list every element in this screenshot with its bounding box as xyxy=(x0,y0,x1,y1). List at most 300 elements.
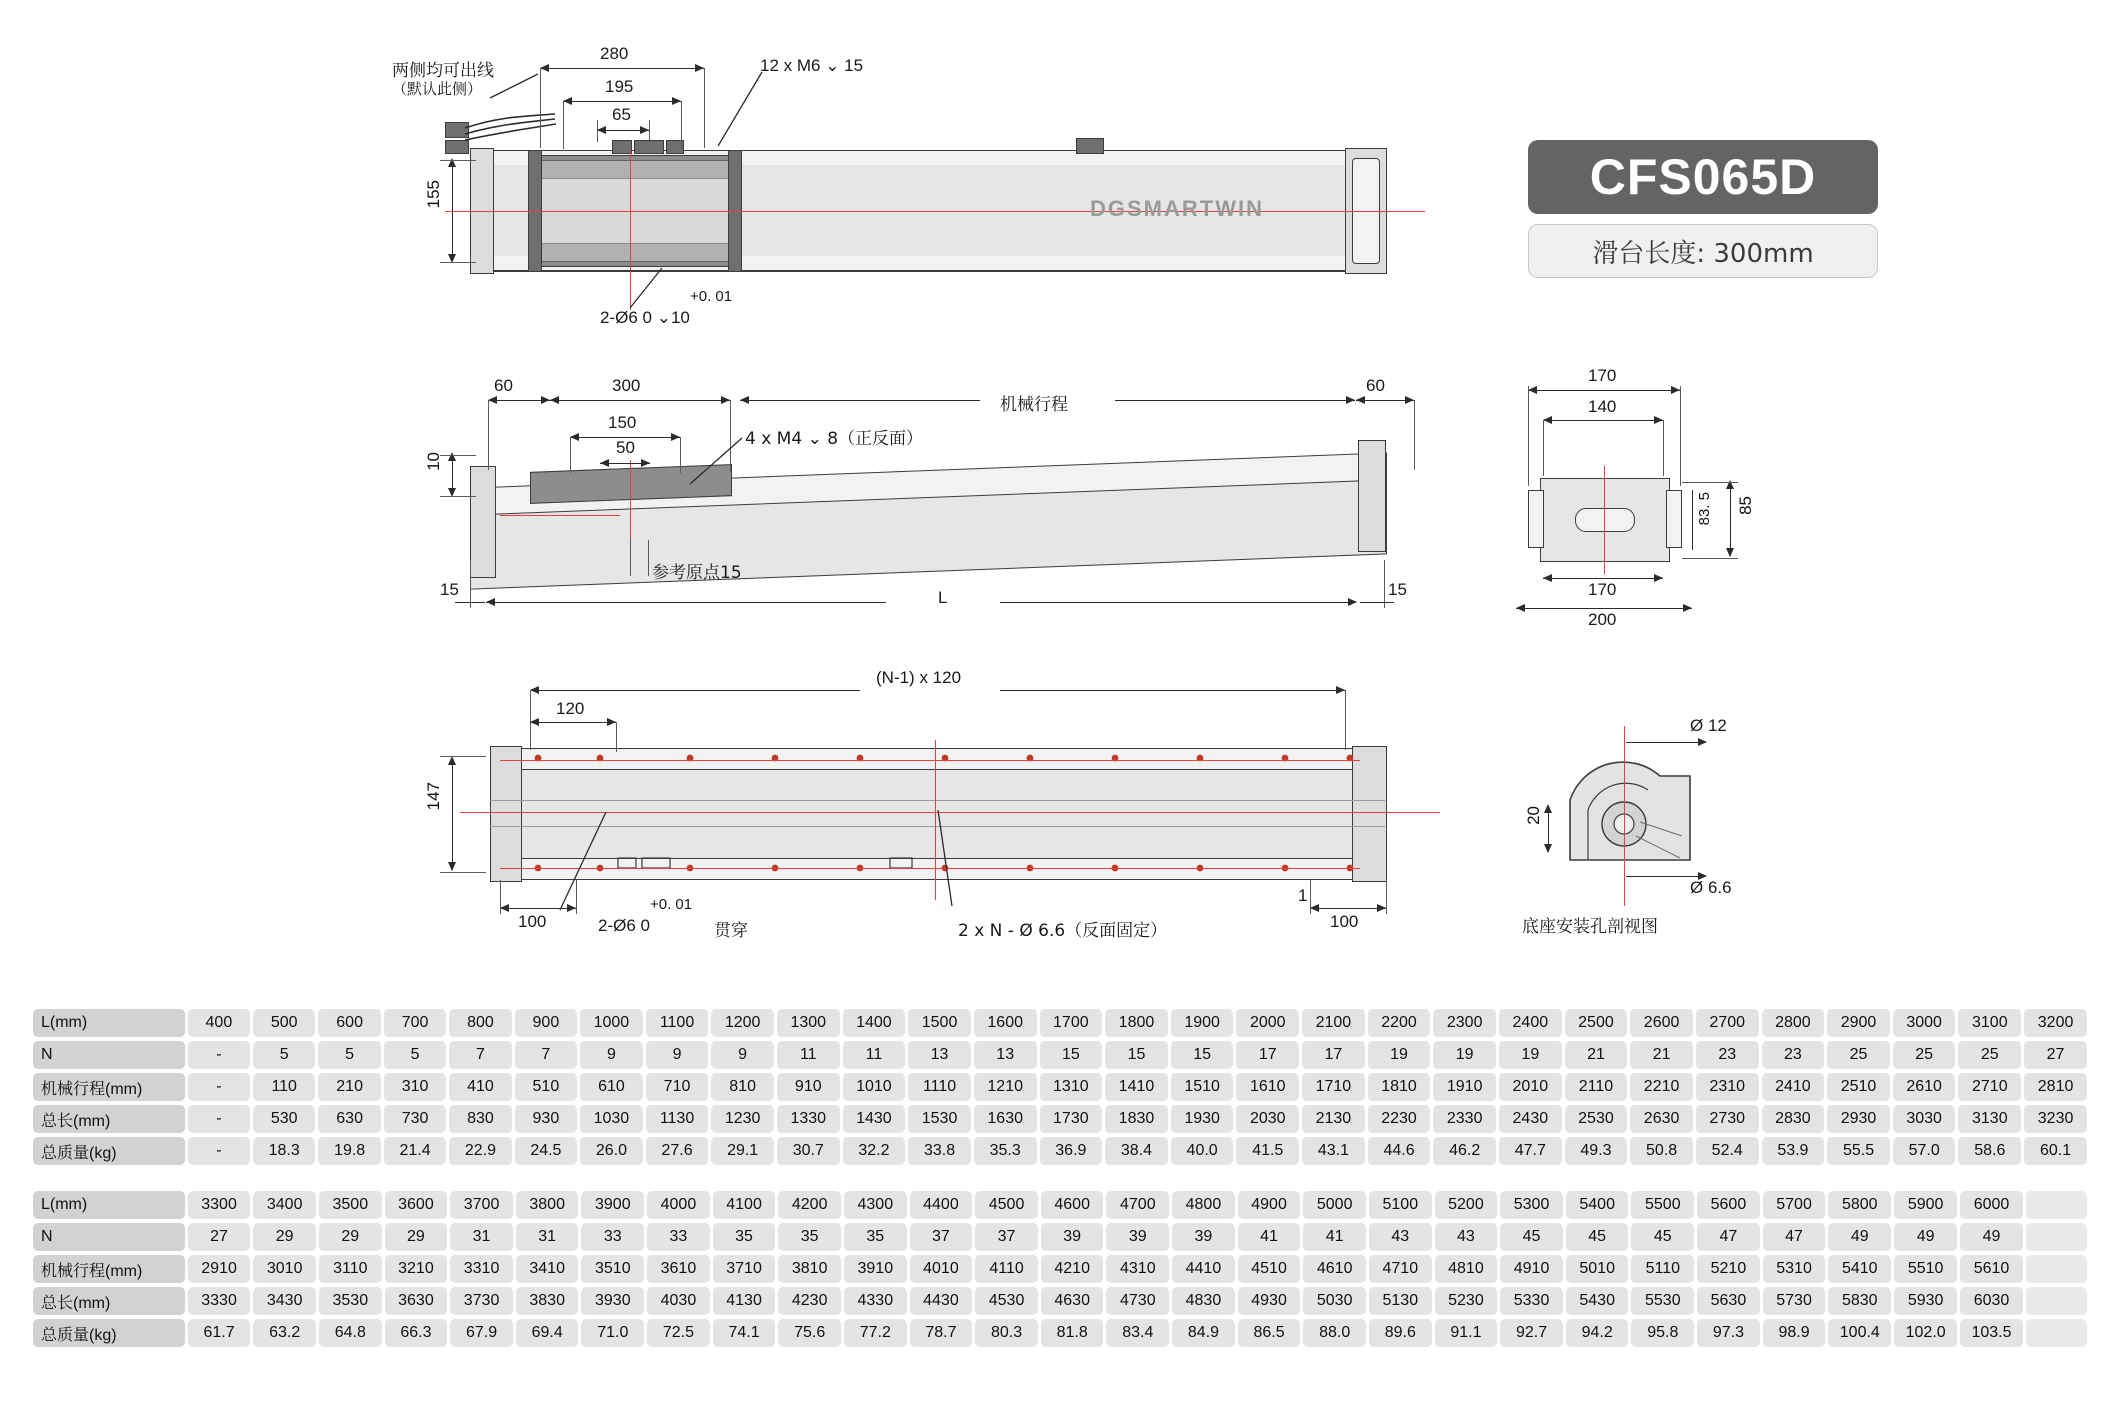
dim-50: 50 xyxy=(616,438,635,457)
table-cell: 23 xyxy=(1762,1041,1825,1069)
table-cell: 2130 xyxy=(1302,1105,1365,1133)
table-cell: 3800 xyxy=(516,1191,579,1219)
table-cell: 1830 xyxy=(1105,1105,1168,1133)
table-cell: 21 xyxy=(1565,1041,1628,1069)
table-cell: 22.9 xyxy=(449,1137,511,1165)
slider-length-label: 滑台长度: 300mm xyxy=(1592,238,1814,269)
dim-280: 280 xyxy=(600,44,629,63)
dim-170-top: 170 xyxy=(1588,366,1617,385)
table-cell: 2310 xyxy=(1696,1073,1759,1101)
table-cell: 3910 xyxy=(844,1255,907,1283)
table-cell: 7 xyxy=(515,1041,577,1069)
table-cell: 4900 xyxy=(1238,1191,1301,1219)
table-cell: 5210 xyxy=(1697,1255,1760,1283)
table-row xyxy=(33,1319,2087,1347)
table-cell: 31 xyxy=(450,1223,513,1251)
table-cell: 1810 xyxy=(1368,1073,1431,1101)
hole-callout: 2 x N - Ø 6.6（反面固定） xyxy=(958,921,1168,941)
dim-100-right: 100 xyxy=(1330,912,1359,931)
table-cell xyxy=(2026,1223,2087,1251)
table-cell: 3600 xyxy=(385,1191,448,1219)
table-row-label: 机械行程(mm) xyxy=(33,1073,185,1101)
table-cell: 1710 xyxy=(1302,1073,1365,1101)
table-cell: 60.1 xyxy=(2024,1137,2087,1165)
table-row-label: 总质量(kg) xyxy=(33,1137,185,1165)
table-cell: 50.8 xyxy=(1630,1137,1693,1165)
table-cell xyxy=(2026,1319,2087,1347)
table-cell: 5630 xyxy=(1697,1287,1760,1315)
cable-leader xyxy=(460,72,540,132)
table-cell: 43 xyxy=(1369,1223,1432,1251)
table-cell: 5500 xyxy=(1631,1191,1694,1219)
table-cell: 410 xyxy=(449,1073,511,1101)
through-label: 贯穿 xyxy=(714,921,748,941)
table-cell: 2430 xyxy=(1499,1105,1562,1133)
table-cell: 15 xyxy=(1040,1041,1103,1069)
pin-tol-top: +0. 01 xyxy=(690,288,733,305)
table-cell: 94.2 xyxy=(1566,1319,1629,1347)
table-cell: 86.5 xyxy=(1238,1319,1301,1347)
table-cell: 2900 xyxy=(1827,1009,1890,1037)
table-cell: 900 xyxy=(515,1009,577,1037)
cable-exit-note2: （默认此侧） xyxy=(392,80,483,98)
spec-table-2 xyxy=(30,1187,2090,1351)
table-cell: 910 xyxy=(777,1073,840,1101)
table-cell: 1630 xyxy=(974,1105,1037,1133)
table-cell: 4100 xyxy=(713,1191,776,1219)
model-badge xyxy=(1528,140,1878,278)
table-cell: 75.6 xyxy=(778,1319,841,1347)
table-row xyxy=(33,1137,2087,1165)
table-cell: 400 xyxy=(188,1009,250,1037)
table-cell: 1430 xyxy=(843,1105,906,1133)
table-cell: 4200 xyxy=(778,1191,841,1219)
table-cell: 23 xyxy=(1696,1041,1759,1069)
table-cell: 27 xyxy=(188,1223,251,1251)
stroke-label: 机械行程 xyxy=(1000,395,1068,415)
table-cell: 1330 xyxy=(777,1105,840,1133)
table-cell: 510 xyxy=(515,1073,577,1101)
table-cell: 4930 xyxy=(1238,1287,1301,1315)
table-cell: 47 xyxy=(1697,1223,1760,1251)
table-cell: 3430 xyxy=(253,1287,316,1315)
table-cell: 3330 xyxy=(188,1287,251,1315)
watermark: DGSMARTWIN xyxy=(1090,196,1264,221)
pin-callout-bottomview: 2-Ø6 0 xyxy=(598,916,650,935)
table-cell: 44.6 xyxy=(1368,1137,1431,1165)
table-cell: 64.8 xyxy=(319,1319,382,1347)
table-cell: 3810 xyxy=(778,1255,841,1283)
table-cell: 6030 xyxy=(1960,1287,2023,1315)
dim-195-line xyxy=(563,101,681,102)
table-cell: 3700 xyxy=(450,1191,513,1219)
table-cell: 55.5 xyxy=(1827,1137,1890,1165)
dim-100-left: 100 xyxy=(518,912,547,931)
table-cell: 1030 xyxy=(580,1105,643,1133)
table-cell: 5 xyxy=(318,1041,380,1069)
table-cell: 25 xyxy=(1958,1041,2021,1069)
table-cell: 36.9 xyxy=(1040,1137,1103,1165)
table-cell: 102.0 xyxy=(1894,1319,1957,1347)
table-cell: 930 xyxy=(515,1105,577,1133)
dim-d12: Ø 12 xyxy=(1690,716,1727,735)
thread-callout: 12 x M6 ⌄ 15 xyxy=(760,56,864,75)
table-cell: 4210 xyxy=(1041,1255,1104,1283)
table-cell: 110 xyxy=(253,1073,315,1101)
cable-exit-note: 两侧均可出线 xyxy=(392,61,494,81)
table-cell: 5100 xyxy=(1369,1191,1432,1219)
table-cell: 74.1 xyxy=(713,1319,776,1347)
fitting-b xyxy=(634,140,664,154)
table-cell: 46.2 xyxy=(1433,1137,1496,1165)
side-view-endcap-left xyxy=(470,466,496,578)
table-cell: 47.7 xyxy=(1499,1137,1562,1165)
table-cell: 19 xyxy=(1499,1041,1562,1069)
table-cell: 2010 xyxy=(1499,1073,1562,1101)
table-cell: - xyxy=(188,1105,250,1133)
table-cell: 500 xyxy=(253,1009,315,1037)
table-cell: 52.4 xyxy=(1696,1137,1759,1165)
table-cell: 1310 xyxy=(1040,1073,1103,1101)
table-cell: 4510 xyxy=(1238,1255,1301,1283)
table-cell: 1400 xyxy=(843,1009,906,1037)
table-cell: 1000 xyxy=(580,1009,643,1037)
dim-155-line xyxy=(452,160,453,260)
table-cell: 4400 xyxy=(910,1191,973,1219)
table-cell: 9 xyxy=(580,1041,643,1069)
table-cell: 3730 xyxy=(450,1287,513,1315)
table-cell: 78.7 xyxy=(910,1319,973,1347)
table-cell: 1930 xyxy=(1171,1105,1234,1133)
table-cell: 710 xyxy=(646,1073,709,1101)
dim-15-left: 15 xyxy=(440,580,459,599)
table-cell: 58.6 xyxy=(1958,1137,2021,1165)
table-cell: 1100 xyxy=(646,1009,709,1037)
table-row xyxy=(33,1191,2087,1219)
table-cell: 89.6 xyxy=(1369,1319,1432,1347)
table-cell: 3510 xyxy=(581,1255,644,1283)
table-cell: 21.4 xyxy=(384,1137,446,1165)
table-cell: 1200 xyxy=(711,1009,774,1037)
dim-140: 140 xyxy=(1588,397,1617,416)
table-cell: 800 xyxy=(449,1009,511,1037)
table-row xyxy=(33,1223,2087,1251)
table-cell: 24.5 xyxy=(515,1137,577,1165)
pin-tol-top-bottomview: +0. 01 xyxy=(650,896,693,913)
table-cell: 3830 xyxy=(516,1287,579,1315)
table-cell: 2300 xyxy=(1433,1009,1496,1037)
pin-leader xyxy=(620,262,680,312)
table-cell: 45 xyxy=(1500,1223,1563,1251)
table-cell: 4500 xyxy=(975,1191,1038,1219)
dim-60-right: 60 xyxy=(1366,376,1385,395)
table-cell: 3930 xyxy=(581,1287,644,1315)
table-cell: 5230 xyxy=(1435,1287,1498,1315)
table-cell: 3400 xyxy=(253,1191,316,1219)
detail-caption: 底座安装孔剖视图 xyxy=(1522,917,1658,937)
table-cell: 13 xyxy=(974,1041,1037,1069)
table-cell: 5110 xyxy=(1631,1255,1694,1283)
table-cell: 2710 xyxy=(1958,1073,2021,1101)
table-cell: 4910 xyxy=(1500,1255,1563,1283)
table-cell: 1230 xyxy=(711,1105,774,1133)
table-cell: 4410 xyxy=(1172,1255,1235,1283)
side-view-endcap-right xyxy=(1358,440,1386,552)
table-cell: 49.3 xyxy=(1565,1137,1628,1165)
table-cell: 33 xyxy=(647,1223,710,1251)
table-row xyxy=(33,1105,2087,1133)
table-row xyxy=(33,1009,2087,1037)
table-cell: 3900 xyxy=(581,1191,644,1219)
table-cell: 4830 xyxy=(1172,1287,1235,1315)
table-cell: 81.8 xyxy=(1041,1319,1104,1347)
dim-10: 10 xyxy=(424,452,443,471)
detail-centerline xyxy=(1624,726,1625,906)
table-cell: 3630 xyxy=(385,1287,448,1315)
table-cell: 29 xyxy=(253,1223,316,1251)
top-view-centerline-h xyxy=(445,211,1425,212)
table-cell: 57.0 xyxy=(1893,1137,1956,1165)
table-cell: 29.1 xyxy=(711,1137,774,1165)
table-cell: 66.3 xyxy=(385,1319,448,1347)
table-cell: 2800 xyxy=(1762,1009,1825,1037)
table-cell: 700 xyxy=(384,1009,446,1037)
table-cell: 5200 xyxy=(1435,1191,1498,1219)
table-cell: 5 xyxy=(384,1041,446,1069)
table-cell: 15 xyxy=(1105,1041,1168,1069)
dim-65: 65 xyxy=(612,105,631,124)
table-cell: 47 xyxy=(1763,1223,1826,1251)
table-cell: 1530 xyxy=(908,1105,971,1133)
table-cell: 5530 xyxy=(1631,1287,1694,1315)
table-cell: 3410 xyxy=(516,1255,579,1283)
table-cell: 2830 xyxy=(1762,1105,1825,1133)
table-cell: 3210 xyxy=(385,1255,448,1283)
fitting-a xyxy=(612,140,632,154)
table-cell: 2810 xyxy=(2024,1073,2087,1101)
table-cell: 2030 xyxy=(1236,1105,1299,1133)
table-cell: 4430 xyxy=(910,1287,973,1315)
spec-table-1 xyxy=(30,1005,2090,1169)
table-cell: 35 xyxy=(844,1223,907,1251)
table-cell: 3110 xyxy=(319,1255,382,1283)
table-cell: 4010 xyxy=(910,1255,973,1283)
pin-callout: 2-Ø6 0 ⌄10 xyxy=(600,308,690,327)
table-cell: 80.3 xyxy=(975,1319,1038,1347)
table-row xyxy=(33,1073,2087,1101)
table-cell: 4600 xyxy=(1041,1191,1104,1219)
table-cell: 2200 xyxy=(1368,1009,1431,1037)
table-cell: 5330 xyxy=(1500,1287,1563,1315)
table-cell: 5010 xyxy=(1566,1255,1629,1283)
table-cell: 2700 xyxy=(1696,1009,1759,1037)
table-cell: 69.4 xyxy=(516,1319,579,1347)
table-cell: 3300 xyxy=(188,1191,251,1219)
table-cell: 1600 xyxy=(974,1009,1037,1037)
table-cell: 2910 xyxy=(188,1255,251,1283)
origin-label: 参考原点15 xyxy=(652,563,742,583)
table-cell: 2530 xyxy=(1565,1105,1628,1133)
table-cell: 26.0 xyxy=(580,1137,643,1165)
table-cell: 2500 xyxy=(1565,1009,1628,1037)
table-cell: 72.5 xyxy=(647,1319,710,1347)
table-cell: 38.4 xyxy=(1105,1137,1168,1165)
table-cell xyxy=(2026,1287,2087,1315)
table-cell: 5130 xyxy=(1369,1287,1432,1315)
table-cell: 29 xyxy=(319,1223,382,1251)
spec-tables xyxy=(30,1005,2090,1351)
table-cell: 49 xyxy=(1828,1223,1891,1251)
end-view-slot xyxy=(1575,508,1635,532)
table-cell: 5730 xyxy=(1763,1287,1826,1315)
table-cell: 17 xyxy=(1302,1041,1365,1069)
table-cell: 9 xyxy=(646,1041,709,1069)
table-cell: 49 xyxy=(1960,1223,2023,1251)
table-cell: 3610 xyxy=(647,1255,710,1283)
table-cell: 71.0 xyxy=(581,1319,644,1347)
table-cell: 610 xyxy=(580,1073,643,1101)
table-cell: 43 xyxy=(1435,1223,1498,1251)
table-cell: 5400 xyxy=(1566,1191,1629,1219)
table-cell: 45 xyxy=(1566,1223,1629,1251)
table-cell: 13 xyxy=(908,1041,971,1069)
table-cell: 77.2 xyxy=(844,1319,907,1347)
table-cell: 2510 xyxy=(1827,1073,1890,1101)
table-cell: 25 xyxy=(1893,1041,1956,1069)
dim-L: L xyxy=(938,588,948,607)
table-row-label: 总长(mm) xyxy=(33,1105,185,1133)
table-cell: 37 xyxy=(910,1223,973,1251)
table-cell: 3000 xyxy=(1893,1009,1956,1037)
table-row-label: N xyxy=(33,1223,185,1251)
table-cell: 6000 xyxy=(1960,1191,2023,1219)
table-cell: 61.7 xyxy=(188,1319,251,1347)
table-cell: 49 xyxy=(1894,1223,1957,1251)
table-cell: 2110 xyxy=(1565,1073,1628,1101)
table-cell: 41.5 xyxy=(1236,1137,1299,1165)
table-cell: 3230 xyxy=(2024,1105,2087,1133)
table-cell: 37 xyxy=(975,1223,1038,1251)
table-row xyxy=(33,1255,2087,1283)
table-cell: 35.3 xyxy=(974,1137,1037,1165)
table-cell: 830 xyxy=(449,1105,511,1133)
table-cell: - xyxy=(188,1137,250,1165)
table-cell: 32.2 xyxy=(843,1137,906,1165)
table-cell: 4610 xyxy=(1303,1255,1366,1283)
table-cell: 63.2 xyxy=(253,1319,316,1347)
table-cell: 25 xyxy=(1827,1041,1890,1069)
dim-155: 155 xyxy=(424,180,443,209)
table-cell: 5310 xyxy=(1763,1255,1826,1283)
table-cell: 3010 xyxy=(253,1255,316,1283)
table-cell: 84.9 xyxy=(1172,1319,1235,1347)
table-cell: 43.1 xyxy=(1302,1137,1365,1165)
table-cell: 5030 xyxy=(1303,1287,1366,1315)
table-cell: 41 xyxy=(1238,1223,1301,1251)
table-cell: 17 xyxy=(1236,1041,1299,1069)
dim-n-minus-1: (N-1) x 120 xyxy=(876,668,962,687)
table-row-label: 总长(mm) xyxy=(33,1287,185,1315)
table-cell: 33.8 xyxy=(908,1137,971,1165)
table-cell: 630 xyxy=(318,1105,380,1133)
table-cell: 39 xyxy=(1172,1223,1235,1251)
table-cell: 1730 xyxy=(1040,1105,1103,1133)
table-cell: 1410 xyxy=(1105,1073,1168,1101)
table-cell: 2000 xyxy=(1236,1009,1299,1037)
table-cell: 1610 xyxy=(1236,1073,1299,1101)
table-cell: 67.9 xyxy=(450,1319,513,1347)
table-cell: 1010 xyxy=(843,1073,906,1101)
table-cell: 27.6 xyxy=(646,1137,709,1165)
table-cell: 5930 xyxy=(1894,1287,1957,1315)
table-cell: 1510 xyxy=(1171,1073,1234,1101)
table-cell: 33 xyxy=(581,1223,644,1251)
table-cell: 1300 xyxy=(777,1009,840,1037)
table-row-label: L(mm) xyxy=(33,1009,185,1037)
table-cell: 19.8 xyxy=(318,1137,380,1165)
table-cell: 7 xyxy=(449,1041,511,1069)
table-cell: 98.9 xyxy=(1763,1319,1826,1347)
table-cell: 5510 xyxy=(1894,1255,1957,1283)
table-cell: 100.4 xyxy=(1828,1319,1891,1347)
table-cell: 4000 xyxy=(647,1191,710,1219)
table-cell: 21 xyxy=(1630,1041,1693,1069)
dim-85: 85 xyxy=(1736,496,1755,515)
table-cell: 29 xyxy=(385,1223,448,1251)
table-cell: 2410 xyxy=(1762,1073,1825,1101)
table-cell: 5700 xyxy=(1763,1191,1826,1219)
table-cell: 5800 xyxy=(1828,1191,1891,1219)
table-cell: 4110 xyxy=(975,1255,1038,1283)
table-cell: 5610 xyxy=(1960,1255,2023,1283)
table-cell: 97.3 xyxy=(1697,1319,1760,1347)
m4-leader xyxy=(680,432,750,492)
table-cell: 2230 xyxy=(1368,1105,1431,1133)
table-cell: 2630 xyxy=(1630,1105,1693,1133)
table-cell: 5830 xyxy=(1828,1287,1891,1315)
dim-150: 150 xyxy=(608,413,637,432)
table-cell: 11 xyxy=(843,1041,906,1069)
end-view-centerline xyxy=(1604,466,1605,574)
table-cell: 35 xyxy=(713,1223,776,1251)
table-cell: 2330 xyxy=(1433,1105,1496,1133)
table-cell: 4230 xyxy=(778,1287,841,1315)
table-cell: 15 xyxy=(1171,1041,1234,1069)
table-row-label: L(mm) xyxy=(33,1191,185,1219)
table-cell: 5430 xyxy=(1566,1287,1629,1315)
table-cell: 4300 xyxy=(844,1191,907,1219)
model-badge-title xyxy=(1528,140,1878,214)
table-cell: 210 xyxy=(318,1073,380,1101)
table-cell: 41 xyxy=(1303,1223,1366,1251)
end-view-right-flange xyxy=(1666,490,1682,548)
table-cell: 4630 xyxy=(1041,1287,1104,1315)
table-cell: 35 xyxy=(778,1223,841,1251)
table-cell: - xyxy=(188,1041,250,1069)
table-row-label: 总质量(kg) xyxy=(33,1319,185,1347)
dim-1: 1 xyxy=(1298,886,1308,905)
table-cell: 3500 xyxy=(319,1191,382,1219)
table-cell: 3530 xyxy=(319,1287,382,1315)
dim-170-bottom: 170 xyxy=(1588,580,1617,599)
table-cell: 95.8 xyxy=(1631,1319,1694,1347)
table-cell: 730 xyxy=(384,1105,446,1133)
pin-leader-bottom xyxy=(550,806,630,916)
table-cell: 5 xyxy=(253,1041,315,1069)
table-cell: 1210 xyxy=(974,1073,1037,1101)
table-cell: 1910 xyxy=(1433,1073,1496,1101)
thread-callout-m4: 4 x M4 ⌄ 8（正反面） xyxy=(745,429,924,449)
